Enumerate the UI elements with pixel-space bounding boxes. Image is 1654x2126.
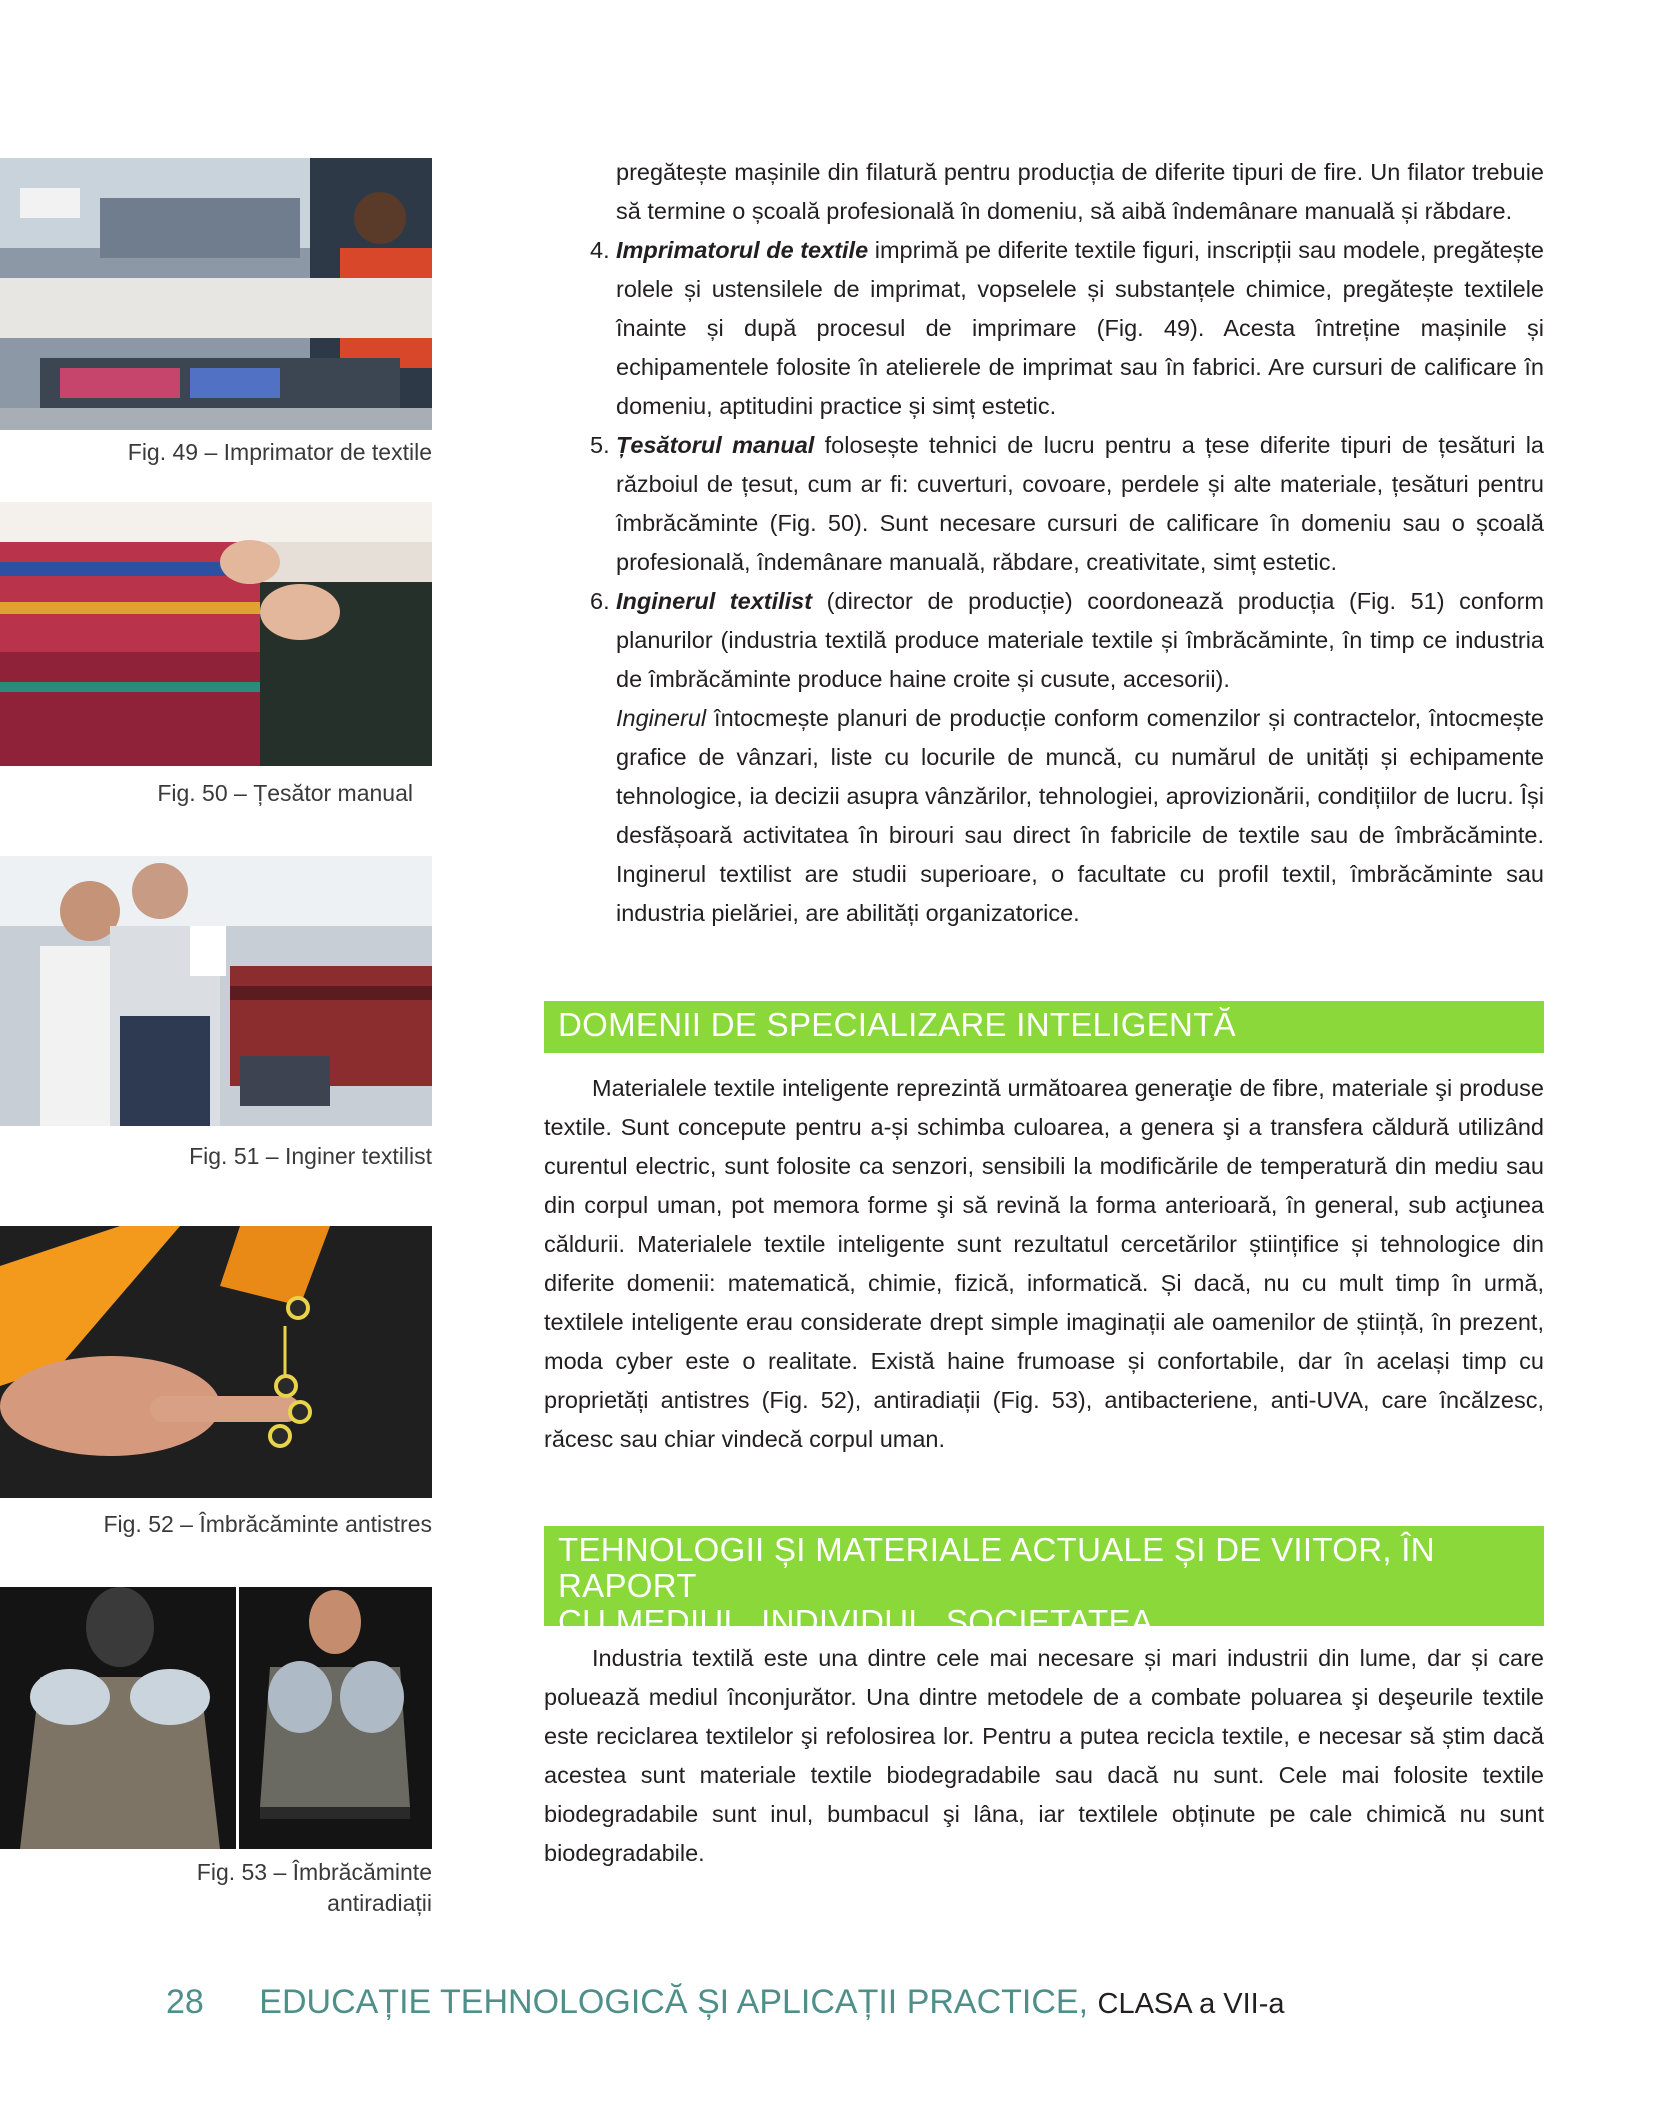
figure-52-photo (0, 1226, 432, 1498)
intro-continuation: pregătește mașinile din filatură pentru producția de diferite tipuri de fire. Un filator trebuie să termine o școală profesională în domeniu, să aibă îndemânare manuală și răbdare. (616, 159, 1544, 224)
figure-50-photo (0, 502, 432, 766)
section1-heading: DOMENII DE SPECIALIZARE INTELIGENTĂ (558, 1006, 1236, 1043)
section-heading-technologies (544, 1526, 1544, 1640)
page-footer (166, 1983, 1285, 2022)
list-item-term: Inginerul textilist (616, 588, 813, 614)
figure-49-caption: Fig. 49 – Imprimator de textile (127, 439, 432, 465)
figure-53-caption-line2: antiradiații (327, 1890, 432, 1916)
section2-body: Industria textilă este una dintre cele mai necesare și mari industrii din lume, dar și care poluează mediul înconjurător. Una dintre metodele de a combate poluarea şi deşeurile textile este reciclarea textilelor şi refolosirea lor. Pentru a putea recicla textile, e necesar să știm dacă acestea sunt materiale textile biodegradabile sau dacă nu sunt. Cele mai folosite textile biodegradabile sunt inul, bumbacul şi lâna, iar textilele obținute pe cale chimică nu sunt biodegradabile. (544, 1645, 1544, 1866)
figure-53-photo (0, 1587, 432, 1849)
book-title: EDUCAȚIE TEHNOLOGICĂ ȘI APLICAȚII PRACTICE, (259, 1983, 1089, 2021)
list-item-text: imprimă pe diferite textile figuri, inscripții sau modele, pregătește rolele și ustensilele de imprimat, vopselele și substanțele chimice, pregătește textilele înainte și după procesul de imprimare (Fig. 49). Acesta întreține mașinile și echipamentele folosite în atelierele de imprimat sau în fabrici. Are cursuri de calificare în domeniu, aptitudini practice și simț estetic. (616, 237, 1544, 419)
main-text (544, 153, 1544, 933)
inginer-text: întocmește planuri de producție conform comenzilor și contractelor, întocmește grafice de vânzari, liste cu locurile de muncă, cu numărul de unități și echipamente tehnologice, ia decizii asupra vânzărilor, tehnologiei, aprovizionării, condițiilor de lucru. Își desfășoară activitatea în birouri sau direct în fabricile de textile sau de îmbrăcăminte. Inginerul textilist are studii superioare, o facultate cu profil textil, îmbrăcăminte sau industria pielăriei, are abilități organizatorice. (616, 705, 1544, 926)
class-label: CLASA a VII-a (1097, 1988, 1285, 2020)
figure-53-caption-line1: Fig. 53 – Îmbrăcăminte (196, 1859, 432, 1885)
section-heading-smart-textiles (544, 1001, 1544, 1053)
list-item-text: folosește tehnici de lucru pentru a țese diferite tipuri de țesături la războiul de țesut, cum ar fi: cuverturi, covoare, perdele și alte materiale, țesături pentru îmbrăcăminte (Fig. 50). Sunt necesare cursuri de calificare în domeniu sau o școală profesională, îndemânare manuală, răbdare, creativitate, simț estetic. (616, 432, 1544, 575)
figure-53-caption (197, 1857, 432, 1919)
list-item (544, 582, 1544, 699)
figure-49-photo (0, 158, 432, 430)
list-item-term: Imprimatorul de textile (616, 237, 869, 263)
figure-50-caption: Fig. 50 – Țesător manual (157, 780, 413, 806)
list-item-number: 6. (590, 588, 610, 614)
list-item-term: Țesătorul manual (616, 432, 815, 458)
section1-body: Materialele textile inteligente reprezintă următoarea generaţie de fibre, materiale şi produse textile. Sunt concepute pentru a-și schimba culoarea, a genera şi a transfera căldură utilizând curentul electric, sunt folosite ca senzori, sensibili la modificările de temperatură din mediu sau din corpul uman, pot memora forme şi să revină la forma anterioară, în general, sub acţiunea căldurii. Materialele textile inteligente sunt rezultatul cercetărilor științifice și tehnologice din diferite domenii: matematică, chimie, fizică, informatică. Și dacă, nu cu mult timp în urmă, textilele inteligente erau considerate drept simple imaginații ale oamenilor de știință, în prezent, moda cyber este o realitate. Există haine frumoase și confortabile, dar în același timp cu proprietăți antistres (Fig. 52), antiradiații (Fig. 53), antibacteriene, anti-UVA, care încălzesc, răcesc sau chiar vindecă corpul uman. (544, 1075, 1544, 1452)
list-item (544, 231, 1544, 426)
section2-heading-line1: TEHNOLOGII ȘI MATERIALE ACTUALE ȘI DE VIITOR, ÎN RAPORT (558, 1531, 1435, 1604)
figure-52-caption: Fig. 52 – Îmbrăcăminte antistres (103, 1511, 432, 1537)
list-item-number: 4. (590, 237, 610, 263)
list-item-text: (director de producție) coordonează producția (Fig. 51) conform planurilor (industria textilă produce materiale textile și îmbrăcăminte, în timp ce industria de îmbrăcăminte produce haine croite și cusute, accesorii). (616, 588, 1545, 692)
inginer-term: Inginerul (616, 705, 707, 731)
list-item (544, 426, 1544, 582)
page-number: 28 (166, 1983, 204, 2021)
figure-51-photo (0, 856, 432, 1126)
list-item-number: 5. (590, 432, 610, 458)
figure-51-caption: Fig. 51 – Inginer textilist (189, 1143, 432, 1169)
section2-heading-line2: CU MEDIUL, INDIVIDUL, SOCIETATEA (558, 1603, 1154, 1640)
